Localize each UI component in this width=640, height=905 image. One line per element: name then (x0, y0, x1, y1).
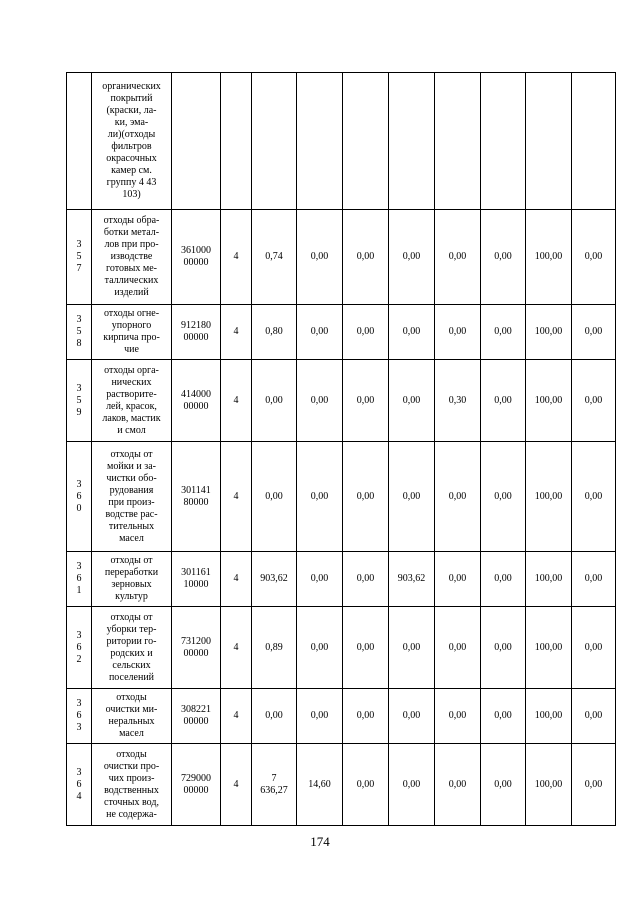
value-cell (389, 73, 435, 210)
value-cell: 0,00 (481, 305, 526, 360)
value-cell: 0,74 (252, 210, 297, 305)
value-cell: 0,00 (481, 442, 526, 552)
value-cell: 0,00 (389, 305, 435, 360)
value-cell: 0,00 (389, 210, 435, 305)
value-cell: 14,60 (297, 744, 343, 826)
value-cell: 0,00 (572, 744, 616, 826)
value-cell: 0,89 (252, 607, 297, 689)
value-cell: 0,80 (252, 305, 297, 360)
value-cell: 0,00 (435, 552, 481, 607)
value-cell: 0,00 (435, 210, 481, 305)
waste-name: отходы огне- упорного кирпича про- чие (92, 305, 172, 360)
waste-name: отходы от мойки и за- чистки обо- рудования при произ- водстве рас- тительных масел (92, 442, 172, 552)
value-cell: 100,00 (526, 744, 572, 826)
value-cell (572, 73, 616, 210)
value-cell: 100,00 (526, 305, 572, 360)
value-cell: 0,00 (572, 210, 616, 305)
row-number: 362 (67, 607, 92, 689)
hazard-class: 4 (221, 210, 252, 305)
table-row (67, 552, 616, 607)
row-number: 360 (67, 442, 92, 552)
value-cell: 100,00 (526, 607, 572, 689)
row-number: 363 (67, 689, 92, 744)
hazard-class: 4 (221, 442, 252, 552)
waste-name: отходы от переработки зерновых культур (92, 552, 172, 607)
value-cell: 0,00 (572, 305, 616, 360)
hazard-class: 4 (221, 305, 252, 360)
value-cell: 0,00 (343, 305, 389, 360)
value-cell: 0,00 (389, 360, 435, 442)
value-cell: 100,00 (526, 689, 572, 744)
waste-name: отходы очистки ми- неральных масел (92, 689, 172, 744)
hazard-class (221, 73, 252, 210)
value-cell: 100,00 (526, 360, 572, 442)
value-cell: 0,00 (297, 360, 343, 442)
value-cell: 0,00 (481, 360, 526, 442)
value-cell: 0,00 (252, 442, 297, 552)
value-cell: 903,62 (252, 552, 297, 607)
value-cell: 0,00 (481, 744, 526, 826)
waste-code (172, 73, 221, 210)
value-cell: 0,00 (389, 689, 435, 744)
waste-code: 729000 00000 (172, 744, 221, 826)
hazard-class: 4 (221, 744, 252, 826)
value-cell (481, 73, 526, 210)
table-row (67, 442, 616, 552)
value-cell: 0,00 (389, 607, 435, 689)
waste-code: 361000 00000 (172, 210, 221, 305)
hazard-class: 4 (221, 360, 252, 442)
value-cell: 0,00 (297, 305, 343, 360)
value-cell (435, 73, 481, 210)
value-cell: 0,00 (252, 689, 297, 744)
waste-code: 308221 00000 (172, 689, 221, 744)
value-cell: 0,00 (297, 552, 343, 607)
hazard-class: 4 (221, 689, 252, 744)
value-cell: 0,00 (297, 442, 343, 552)
value-cell: 0,00 (435, 607, 481, 689)
waste-name: органических покрытий (краски, ла- ки, эма- ли)(отходы фильтров окрасочных камер см. группу 4 43 103) (92, 73, 172, 210)
value-cell: 100,00 (526, 552, 572, 607)
value-cell: 0,00 (389, 744, 435, 826)
value-cell: 0,00 (481, 607, 526, 689)
value-cell: 0,00 (572, 442, 616, 552)
value-cell: 0,00 (572, 552, 616, 607)
row-number: 364 (67, 744, 92, 826)
row-number (67, 73, 92, 210)
waste-name: отходы обра- ботки метал- лов при про- изводстве готовых ме- таллических изделий (92, 210, 172, 305)
value-cell: 0,00 (389, 442, 435, 552)
value-cell: 0,00 (572, 360, 616, 442)
value-cell: 0,30 (435, 360, 481, 442)
table-row (67, 73, 616, 210)
value-cell: 0,00 (297, 607, 343, 689)
value-cell: 0,00 (343, 744, 389, 826)
table-row (67, 607, 616, 689)
value-cell: 0,00 (435, 442, 481, 552)
page-number: 174 (310, 834, 330, 849)
hazard-class: 4 (221, 607, 252, 689)
value-cell: 0,00 (572, 607, 616, 689)
waste-table (66, 72, 616, 826)
value-cell: 0,00 (343, 210, 389, 305)
value-cell: 7 636,27 (252, 744, 297, 826)
value-cell: 0,00 (343, 360, 389, 442)
waste-code: 731200 00000 (172, 607, 221, 689)
value-cell: 0,00 (481, 210, 526, 305)
value-cell (252, 73, 297, 210)
waste-code: 301161 10000 (172, 552, 221, 607)
value-cell: 0,00 (297, 210, 343, 305)
waste-name: отходы орга- нических растворите- лей, красок, лаков, мастик и смол (92, 360, 172, 442)
waste-code: 301141 80000 (172, 442, 221, 552)
waste-code: 414000 00000 (172, 360, 221, 442)
value-cell: 0,00 (252, 360, 297, 442)
table-row (67, 305, 616, 360)
value-cell: 0,00 (343, 689, 389, 744)
value-cell: 0,00 (343, 442, 389, 552)
value-cell (343, 73, 389, 210)
table-row (67, 744, 616, 826)
row-number: 359 (67, 360, 92, 442)
value-cell: 0,00 (481, 689, 526, 744)
value-cell: 100,00 (526, 210, 572, 305)
table-row (67, 210, 616, 305)
table-row (67, 360, 616, 442)
row-number: 358 (67, 305, 92, 360)
hazard-class: 4 (221, 552, 252, 607)
table-row (67, 689, 616, 744)
value-cell: 0,00 (481, 552, 526, 607)
value-cell: 0,00 (343, 607, 389, 689)
waste-code: 912180 00000 (172, 305, 221, 360)
value-cell: 0,00 (297, 689, 343, 744)
row-number: 361 (67, 552, 92, 607)
value-cell: 0,00 (435, 744, 481, 826)
table-body (67, 73, 616, 826)
value-cell: 903,62 (389, 552, 435, 607)
waste-name: отходы очистки про- чих произ- водственных сточных вод, не содержа- (92, 744, 172, 826)
value-cell: 0,00 (572, 689, 616, 744)
value-cell: 0,00 (435, 305, 481, 360)
value-cell: 0,00 (343, 552, 389, 607)
value-cell (526, 73, 572, 210)
value-cell: 0,00 (435, 689, 481, 744)
row-number: 357 (67, 210, 92, 305)
value-cell: 100,00 (526, 442, 572, 552)
value-cell (297, 73, 343, 210)
waste-name: отходы от уборки тер- ритории го- родских и сельских поселений (92, 607, 172, 689)
